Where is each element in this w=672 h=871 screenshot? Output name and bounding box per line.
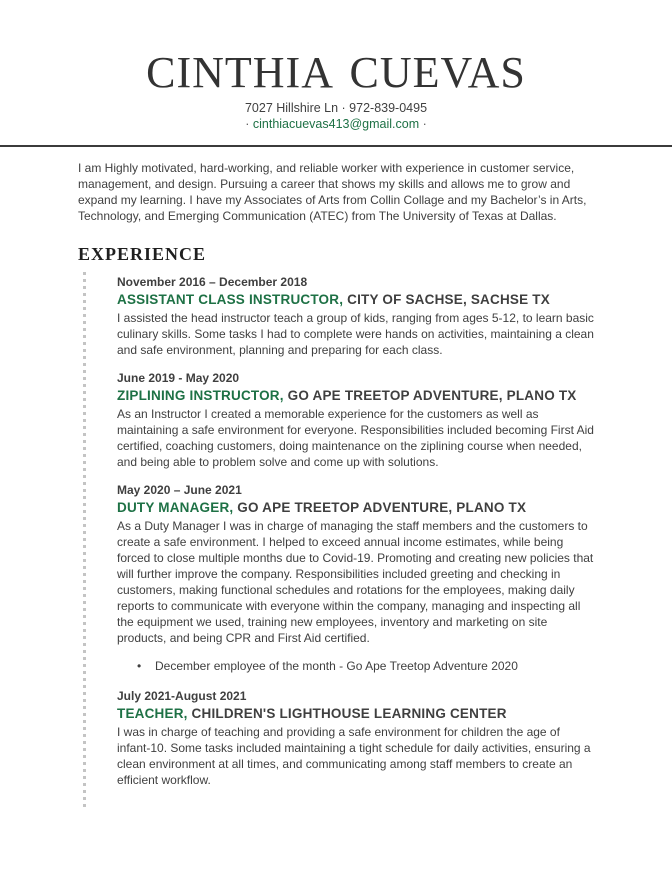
job-entry-ziplining-instructor [117,370,596,470]
contact-line-email [0,116,672,132]
award-bullet: • December employee of the month - Go Ape Treetop Adventure 2020 [155,658,596,674]
job-role: DUTY MANAGER, [117,500,234,515]
job-title-line [117,387,596,405]
address-phone-text: 7027 Hillshire Ln · 972-839-0495 [244,101,428,115]
resume-body [0,160,672,788]
job-role: ASSISTANT CLASS INSTRUCTOR, [117,292,344,307]
job-organization: GO APE TREETOP ADVENTURE, PLANO TX [233,500,527,515]
summary-paragraph: I am Highly motivated, hard-working, and reliable worker with experience in customer service, management, and design. Pursuing a career that shows my skills and allows me to grow and expand my learning. I have my Associates of Arts from Collin Collage and my Bachelor’s in Arts, Technology, and Emerging Communication (ATEC) from The University of Texas at Dallas. [78,161,587,223]
job-organization: CHILDREN'S LIGHTHOUSE LEARNING CENTER [187,706,507,721]
job-entry-teacher [117,688,596,788]
job-title-line [117,705,596,723]
job-dates: May 2020 – June 2021 [117,483,242,497]
separator-dot: · [245,117,253,131]
job-description: As an Instructor I created a memorable experience for the customers as well as maintaining a safe environment for everyone. Responsibilities included becoming First Aid certified, coaching customers, doing maintenance on the ziplining course when needed, and being able to problem solve and come up with solutions. [117,407,594,469]
experience-entries [117,274,596,788]
job-title-line [117,291,596,309]
award-list [117,658,596,674]
contact-line-address-phone [0,100,672,116]
job-description: I assisted the head instructor teach a group of kids, ranging from ages 5-12, to learn basic culinary skills. Some tasks I had to complete were hands on activities, maintaining a clean and safe environment, planning and preparing for each class. [117,311,594,357]
job-dates: November 2016 – December 2018 [117,275,308,289]
separator-dot: · [419,117,427,131]
job-role: TEACHER, [117,706,188,721]
job-description: As a Duty Manager I was in charge of managing the staff members and the customers to create a safe environment. I helped to exceed annual income estimates, while being forced to close multiple months due to Covid-19. Promoting and creating new policies that will further improve the company. Responsibilities included greeting and checking in customers, making functional schedules and rotations for the employees, making daily reports to communicate with everyone within the company, managing and inspecting all the equipment we used, training new employees, inventory and marketing on site products, and being CPR and First Aid certified. [117,519,594,645]
job-entry-duty-manager [117,482,596,646]
header-divider-line [0,145,672,147]
job-description: I was in charge of teaching and providing a safe environment for children the age of infant-10. Some tasks included maintaining a tight schedule for daily activities, ensuring a clean environment at all times, and communicating among staff members to create an efficient workflow. [117,725,591,787]
job-dates: July 2021-August 2021 [117,689,247,703]
job-title-line [117,499,596,517]
resume-header [0,0,672,132]
job-dates: June 2019 - May 2020 [117,371,240,385]
experience-heading: EXPERIENCE [78,244,207,264]
job-entry-assistant-class-instructor [117,274,596,358]
left-dashed-border [83,272,86,810]
candidate-name: CINTHIA CUEVAS [146,48,526,97]
email-link[interactable]: cinthiacuevas413@gmail.com [252,117,420,131]
job-organization: GO APE TREETOP ADVENTURE, PLANO TX [283,388,577,403]
job-organization: CITY OF SACHSE, SACHSE TX [343,292,550,307]
job-role: ZIPLINING INSTRUCTOR, [117,388,284,403]
